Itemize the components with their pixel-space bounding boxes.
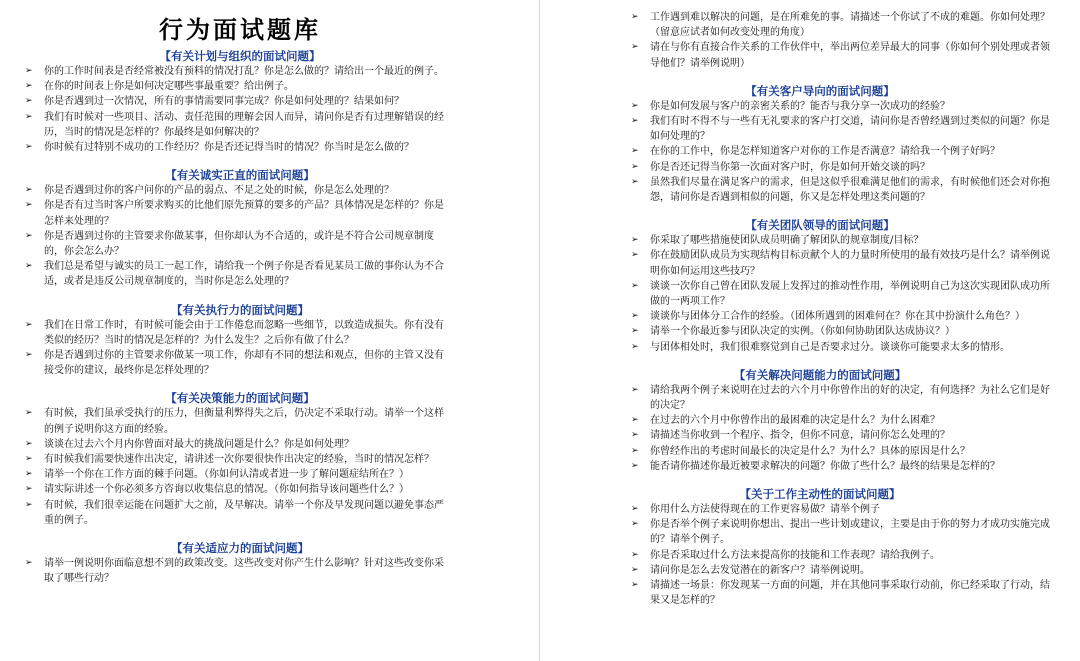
question-text: 你的工作时间表是否经常被没有预料的情况打乱？你是怎么做的？请给出一个最近的例子。 <box>44 66 444 77</box>
question-item <box>540 324 1058 339</box>
question-item <box>540 548 1058 563</box>
question-text: 请举一例说明你面临意想不到的政策改变。这些改变对你产生什么影响？针对这些改变你采取了哪些行动？ <box>44 558 444 585</box>
question-item <box>540 40 1058 70</box>
question-section <box>0 48 540 155</box>
bullet-arrow-icon: ➢ <box>631 430 639 441</box>
question-item <box>540 144 1058 159</box>
question-text: 你是否遇到过一次情况，所有的事情需要同事完成？你是如何处理的？结果如何？ <box>44 96 404 108</box>
bullet-arrow-icon: ➢ <box>25 469 33 480</box>
question-text: 你时候有过特别不成功的工作经历？你是否还记得当时的情况？你当时是怎么做的？ <box>44 142 414 154</box>
section-heading: 【有关适应力的面试问题】 <box>171 541 309 556</box>
bullet-arrow-icon: ➢ <box>631 326 639 337</box>
question-item <box>0 348 449 378</box>
question-text: 你曾经作出的考虑时间最长的决定是什么？为什么？具体的原因是什么？ <box>650 445 970 457</box>
bullet-arrow-icon: ➢ <box>25 111 33 122</box>
section-heading: 【有关解决问题能力的面试问题】 <box>733 367 907 382</box>
question-text: 请举一个你最近参与团队决定的实例。（你如何协助团队达成协议？） <box>650 326 955 338</box>
question-item <box>540 279 1058 309</box>
question-item <box>0 437 449 452</box>
question-item <box>540 160 1058 175</box>
question-item <box>0 64 449 79</box>
bullet-arrow-icon: ➢ <box>631 564 639 575</box>
question-text: 请描述当你收到一个程序、指令，但你不同意，请问你怎么处理的？ <box>650 430 950 442</box>
question-list <box>540 233 1080 355</box>
bullet-arrow-icon: ➢ <box>25 558 33 569</box>
bullet-arrow-icon: ➢ <box>631 146 639 157</box>
question-text: 我们有时不得不与一些有无礼要求的客户打交道，请问你是否曾经遇到过类似的问题？你是如何处理的？ <box>650 116 1050 143</box>
bullet-arrow-icon: ➢ <box>25 200 33 211</box>
question-text: 请在与你有直接合作关系的工作伙伴中，举出两位差异最大的同事（你如何个别处理或者领导他们？请举例说明） <box>650 42 1050 69</box>
question-text: 请给我两个例子来说明在过去的六个月中你曾作出的好的决定，有何选择？为社么它们是好的决定？ <box>650 384 1050 412</box>
section-heading: 【有关决策能力的面试问题】 <box>165 391 315 406</box>
bullet-arrow-icon: ➢ <box>25 499 33 510</box>
question-item <box>540 444 1058 459</box>
document-title: 行为面试题库 <box>159 16 321 44</box>
question-text: 谈谈一次你自己曾在团队发展上发挥过的推动性作用，举例说明自己为这次实现团队成功所做的一两项工作？ <box>650 280 1050 308</box>
bullet-arrow-icon: ➢ <box>25 230 33 241</box>
question-text: 谈谈在过去六个月内你曾面对最大的挑战问题是什么？你是如何处理？ <box>44 438 354 450</box>
question-item <box>540 248 1058 278</box>
question-text: 请实际讲述一个你必须多方咨询以收集信息的情况。（你如何指导该问题些什么？） <box>44 484 409 496</box>
question-section <box>0 302 540 379</box>
question-text: 请举一个你在工作方面的棘手问题。（你如何认清或者进一步了解问题症结所在？） <box>44 469 409 481</box>
question-text: 谈谈你与团体分工合作的经验。（团体所遇到的困难何在？你在其中扮演什么角色？） <box>650 311 1025 323</box>
question-item <box>0 110 449 140</box>
question-item <box>540 383 1058 413</box>
bullet-arrow-icon: ➢ <box>25 319 33 330</box>
question-item <box>540 340 1058 355</box>
question-item <box>540 10 1058 40</box>
question-section <box>0 540 540 586</box>
bullet-arrow-icon: ➢ <box>631 445 639 456</box>
question-item <box>0 183 449 198</box>
bullet-arrow-icon: ➢ <box>631 460 639 471</box>
question-list <box>0 406 540 528</box>
bullet-arrow-icon: ➢ <box>631 250 639 261</box>
question-text: 我们总是希望与诚实的员工一起工作，请给我一个例子你是否看见某员工做的事你认为不合适，或者是违反公司规章制度的，当时你是怎么处理的？ <box>44 261 444 288</box>
question-list <box>0 556 540 586</box>
bullet-arrow-icon: ➢ <box>25 261 33 272</box>
section-heading: 【有关诚实正直的面试问题】 <box>165 168 315 183</box>
bullet-arrow-icon: ➢ <box>25 408 33 419</box>
question-text: 工作遇到难以解决的问题，是在所难免的事。请描述一个你试了不成的难题。你如何处理？（留意应试者如何改变处理的角度） <box>650 12 1050 39</box>
bullet-arrow-icon: ➢ <box>25 96 33 107</box>
question-item <box>540 233 1058 248</box>
question-list <box>540 502 1080 608</box>
question-text: 虽然我们尽量在满足客户的需求，但是这似乎很难满足他们的需求，有时候他们还会对你抱怨，请问你是否遇到相似的问题，你又是怎样处理这类问题的？ <box>650 176 1050 204</box>
bullet-arrow-icon: ➢ <box>631 580 639 591</box>
bullet-arrow-icon: ➢ <box>631 549 639 560</box>
document-page-right <box>540 0 1080 661</box>
question-text: 你采取了哪些措施使团队成员明确了解团队的规章制度/目标？ <box>650 235 924 247</box>
question-section <box>540 367 1080 474</box>
bullet-arrow-icon: ➢ <box>631 341 639 352</box>
question-item <box>540 502 1058 517</box>
question-section <box>540 217 1080 355</box>
question-text: 你是否遇到过你的主管要求你做某一项工作，你却有不同的想法和观点，但你的主管又没有接受你的建议，最终你是怎样处理的？ <box>44 350 444 377</box>
bullet-arrow-icon: ➢ <box>631 280 639 291</box>
bullet-arrow-icon: ➢ <box>631 415 639 426</box>
question-text: 与团体相处时，我们很难察觉到自己是否要求过分。谈谈你可能要求太多的情形。 <box>650 341 1010 353</box>
question-item <box>0 467 449 482</box>
question-list <box>0 64 540 155</box>
section-heading: 【有关团队领导的面试问题】 <box>745 218 895 233</box>
bullet-arrow-icon: ➢ <box>631 116 639 127</box>
bullet-arrow-icon: ➢ <box>631 42 639 53</box>
bullet-arrow-icon: ➢ <box>631 100 639 111</box>
question-text: 你是否采取过什么方法来提高你的技能和工作表现？请给我例子。 <box>650 549 940 561</box>
section-heading: 【关于工作主动性的面试问题】 <box>739 487 901 502</box>
question-text: 你用什么方法使得现在的工作更容易做？请举个例子 <box>650 504 880 516</box>
question-text: 你是否举个例子来说明你想出、提出一些计划或建议，主要是由于你的努力才成功实施完成的？请举个例子。 <box>650 519 1050 546</box>
bullet-arrow-icon: ➢ <box>25 438 33 449</box>
bullet-arrow-icon: ➢ <box>25 350 33 361</box>
question-item <box>0 140 449 155</box>
bullet-arrow-icon: ➢ <box>631 176 639 187</box>
question-text: 能否请你描述你最近被要求解决的问题？你做了些什么？最终的结果是怎样的？ <box>650 460 1000 472</box>
question-item <box>0 318 449 348</box>
question-section <box>0 390 540 528</box>
question-item <box>540 175 1058 205</box>
question-section <box>0 167 540 289</box>
bullet-arrow-icon: ➢ <box>631 235 639 246</box>
question-text: 请描述一场景：你发现某一方面的问题，并在其他同事采取行动前，你已经采取了行动，结果又是怎样的？ <box>650 580 1050 607</box>
bullet-arrow-icon: ➢ <box>631 161 639 172</box>
question-item <box>0 482 449 497</box>
section-heading: 【有关计划与组织的面试问题】 <box>159 49 321 63</box>
question-text: 你是否有过当时客户所要求购买的比他们原先预算的要多的产品？具体情况是怎样的？你是怎样来处理的？ <box>44 200 444 227</box>
question-item <box>540 459 1058 474</box>
question-text: 在过去的六个月中你曾作出的最困难的决定是什么？为什么困难？ <box>650 415 940 427</box>
left-column <box>0 48 540 586</box>
question-text: 你是如何发展与客户的亲密关系的？能否与我分享一次成功的经验？ <box>650 100 950 112</box>
bullet-arrow-icon: ➢ <box>631 519 639 530</box>
question-text: 请问你是怎么去发觉潜在的新客户？请举例说明。 <box>650 564 870 576</box>
question-item <box>540 428 1058 443</box>
question-text: 你是否遇到过你的主管要求你做某事，但你却认为不合适的，或许是不符合公司规章制度的，你会怎么办？ <box>44 230 434 258</box>
bullet-arrow-icon: ➢ <box>25 142 33 153</box>
question-text: 你是否还记得当你第一次面对客户时，你是如何开始交谈的吗？ <box>650 161 930 173</box>
question-item <box>540 309 1058 324</box>
question-item <box>0 498 449 528</box>
question-item <box>0 452 449 467</box>
question-item <box>0 198 449 228</box>
right-column <box>540 10 1080 609</box>
question-text: 我们在日常工作时，有时候可能会由于工作倦怠而忽略一些细节，以致造成损失。你有没有类似的经历？当时的情况是怎样的？为什么发生？之后你有做了什么？ <box>44 319 444 346</box>
bullet-arrow-icon: ➢ <box>25 454 33 465</box>
question-item <box>540 563 1058 578</box>
bullet-arrow-icon: ➢ <box>631 12 639 22</box>
question-item <box>0 406 449 436</box>
question-list <box>0 318 540 379</box>
bullet-arrow-icon: ➢ <box>25 185 33 196</box>
question-item <box>540 114 1058 144</box>
question-text: 有时候我们需要快速作出决定，请讲述一次你要很快作出决定的经验，当时的情况怎样？ <box>44 454 434 466</box>
question-item <box>540 578 1058 608</box>
question-list <box>540 383 1080 474</box>
question-item <box>0 229 449 259</box>
bullet-arrow-icon: ➢ <box>25 484 33 495</box>
question-section <box>540 486 1080 608</box>
question-text: 你是否遇到过你的客户问你的产品的弱点、不足之处的时候，你是怎么处理的？ <box>44 185 394 197</box>
bullet-arrow-icon: ➢ <box>631 504 639 515</box>
question-list <box>540 10 1080 71</box>
question-list <box>0 183 540 289</box>
question-text: 我们有时候对一些项目、活动、责任范围的理解会因人而异，请问你是否有过理解错误的经历，当时的情况是怎样的？你最终是如何解决的？ <box>44 111 444 138</box>
question-item <box>0 94 449 109</box>
question-section <box>540 83 1080 205</box>
bullet-arrow-icon: ➢ <box>631 384 639 395</box>
question-text: 有时候，我们虽承受执行的压力，但衡量利弊得失之后，仍决定不采取行动。请举一个这样的例子说明你这方面的经验。 <box>44 408 444 435</box>
question-item <box>540 517 1058 547</box>
question-text: 有时候，我们很幸运能在问题扩大之前，及早解决。请举一个你及早发现问题以避免事态严重的例子。 <box>44 499 444 526</box>
section-heading: 【有关执行力的面试问题】 <box>171 302 309 317</box>
question-text: 在你的工作中，你是怎样知道客户对你的工作是否满意？请给我一个例子好吗？ <box>650 146 1000 158</box>
question-item <box>0 556 449 586</box>
question-item <box>540 99 1058 114</box>
bullet-arrow-icon: ➢ <box>25 81 33 92</box>
question-item <box>0 79 449 94</box>
question-item <box>540 413 1058 428</box>
question-item <box>0 259 449 289</box>
question-text: 你在鼓励团队成员为实现结构目标贡献个人的力量时所使用的最有效技巧是什么？请举例说明你如何运用这些技巧？ <box>650 250 1050 277</box>
question-list <box>540 99 1080 205</box>
bullet-arrow-icon: ➢ <box>25 66 33 76</box>
question-text: 在你的时间表上你是如何决定哪些事最重要？给出例子。 <box>44 81 294 93</box>
section-heading: 【有关客户导向的面试问题】 <box>745 83 895 98</box>
bullet-arrow-icon: ➢ <box>631 311 639 322</box>
